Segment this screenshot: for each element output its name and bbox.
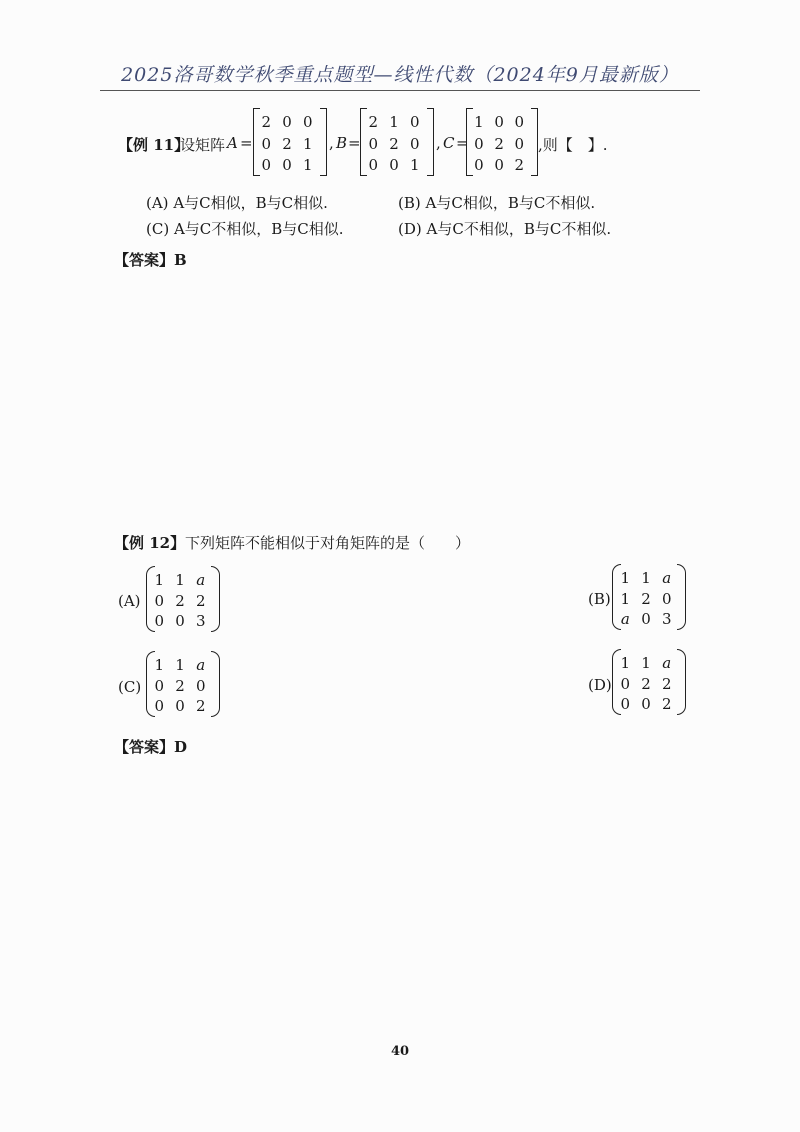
header-divider bbox=[100, 90, 700, 91]
comma: , bbox=[329, 134, 334, 152]
matrix-cell: 1 bbox=[302, 155, 313, 174]
option-b-matrix bbox=[612, 564, 686, 630]
matrix-cell: 2 bbox=[661, 674, 672, 693]
option-a-matrix bbox=[146, 566, 220, 632]
answer-label: 【答案】 bbox=[114, 251, 175, 269]
matrix-cell: 0 bbox=[195, 676, 206, 695]
matrix-cell: 0 bbox=[474, 155, 484, 174]
option-c-label: (C) bbox=[118, 678, 142, 696]
matrix-cell: 0 bbox=[154, 676, 165, 695]
matrix-cell: 1 bbox=[641, 569, 651, 588]
matrix-cell: a bbox=[662, 569, 672, 588]
example-11-tail: ,则【 】. bbox=[538, 136, 608, 154]
matrix-b bbox=[360, 108, 434, 176]
matrix-cell: 2 bbox=[389, 134, 399, 153]
matrix-cell: 1 bbox=[620, 589, 631, 608]
matrix-c-name: C bbox=[443, 134, 455, 152]
option-d bbox=[398, 218, 611, 239]
matrix-cell: 1 bbox=[474, 113, 484, 132]
comma: , bbox=[436, 134, 441, 152]
page-number: 40 bbox=[390, 1044, 410, 1059]
matrix-cell: 2 bbox=[195, 591, 206, 610]
matrix-cell: 2 bbox=[175, 591, 185, 610]
option-d-label: (D) bbox=[588, 676, 612, 694]
answer-label: 【答案】 bbox=[114, 738, 175, 756]
matrix-cell: 0 bbox=[409, 113, 420, 132]
matrix-cell: 2 bbox=[368, 113, 379, 132]
option-b bbox=[398, 192, 595, 213]
option-d-matrix bbox=[612, 649, 686, 715]
option-a-label: (A) bbox=[118, 592, 141, 610]
matrix-cell: 2 bbox=[641, 589, 651, 608]
equals-sign: = bbox=[240, 134, 253, 152]
matrix-cell: 0 bbox=[368, 134, 379, 153]
matrix-cell: 2 bbox=[494, 134, 504, 153]
matrix-cell: 1 bbox=[175, 656, 185, 675]
matrix-cell: 0 bbox=[302, 113, 313, 132]
matrix-cell: 0 bbox=[154, 612, 165, 631]
matrix-cell: a bbox=[196, 656, 206, 675]
option-b-label: (B) bbox=[398, 194, 421, 212]
matrix-cell: 3 bbox=[661, 610, 672, 629]
matrix-cell: 2 bbox=[261, 113, 272, 132]
matrix-cell: 1 bbox=[154, 571, 165, 590]
matrix-cell: a bbox=[620, 610, 630, 629]
matrix-c bbox=[466, 108, 538, 176]
matrix-cell: 2 bbox=[641, 674, 651, 693]
matrix-cell: 1 bbox=[641, 654, 651, 673]
answer-value: B bbox=[174, 251, 187, 269]
matrix-a bbox=[253, 108, 327, 176]
example-11-label: 【例 11】 bbox=[118, 136, 190, 154]
matrix-cell: 0 bbox=[175, 612, 185, 631]
matrix-cell: 1 bbox=[154, 656, 165, 675]
matrix-cell: 2 bbox=[175, 676, 185, 695]
option-a-label: (A) bbox=[146, 194, 169, 212]
matrix-cell: 0 bbox=[261, 134, 272, 153]
matrix-cell: a bbox=[196, 571, 206, 590]
option-b-text: A与C相似，B与C不相似. bbox=[425, 194, 596, 212]
matrix-cell: 0 bbox=[620, 674, 631, 693]
matrix-cell: 0 bbox=[514, 134, 525, 153]
matrix-cell: a bbox=[662, 654, 672, 673]
option-b-label: (B) bbox=[588, 590, 611, 608]
matrix-cell: 0 bbox=[641, 695, 651, 714]
matrix-cell: 0 bbox=[261, 155, 272, 174]
answer-value: D bbox=[174, 738, 188, 756]
matrix-cell: 0 bbox=[154, 697, 165, 716]
option-c-label: (C) bbox=[146, 220, 170, 238]
matrix-cell: 1 bbox=[620, 654, 631, 673]
equals-sign: = bbox=[456, 134, 469, 152]
option-c-matrix bbox=[146, 651, 220, 717]
option-c bbox=[146, 218, 344, 239]
matrix-cell: 1 bbox=[620, 569, 631, 588]
matrix-cell: 0 bbox=[641, 610, 651, 629]
matrix-cell: 0 bbox=[409, 134, 420, 153]
option-d-label: (D) bbox=[398, 220, 422, 238]
option-d-text: A与C不相似，B与C不相似. bbox=[426, 220, 612, 238]
matrix-cell: 0 bbox=[620, 695, 631, 714]
matrix-cell: 0 bbox=[282, 155, 292, 174]
option-a-text: A与C相似，B与C相似. bbox=[173, 194, 328, 212]
answer-11 bbox=[114, 249, 187, 270]
answer-12 bbox=[114, 736, 187, 757]
matrix-cell: 2 bbox=[514, 155, 525, 174]
option-c-text: A与C不相似，B与C相似. bbox=[173, 220, 344, 238]
example-12-prompt: 下列矩阵不能相似于对角矩阵的是（ ） bbox=[185, 534, 471, 552]
matrix-cell: 1 bbox=[175, 571, 185, 590]
matrix-cell: 2 bbox=[195, 697, 206, 716]
matrix-cell: 0 bbox=[282, 113, 292, 132]
matrix-cell: 0 bbox=[514, 113, 525, 132]
matrix-a-name: A bbox=[227, 134, 238, 152]
matrix-cell: 0 bbox=[154, 591, 165, 610]
matrix-cell: 1 bbox=[409, 155, 420, 174]
matrix-b-name: B bbox=[336, 134, 348, 152]
example-11-prompt: 设矩阵 bbox=[180, 136, 226, 154]
matrix-cell: 3 bbox=[195, 612, 206, 631]
matrix-cell: 0 bbox=[494, 155, 504, 174]
matrix-cell: 0 bbox=[661, 589, 672, 608]
matrix-cell: 2 bbox=[282, 134, 292, 153]
matrix-cell: 2 bbox=[661, 695, 672, 714]
matrix-cell: 0 bbox=[175, 697, 185, 716]
matrix-cell: 0 bbox=[474, 134, 484, 153]
matrix-cell: 1 bbox=[389, 113, 399, 132]
equals-sign: = bbox=[348, 134, 361, 152]
matrix-cell: 1 bbox=[302, 134, 313, 153]
matrix-cell: 0 bbox=[389, 155, 399, 174]
matrix-cell: 0 bbox=[494, 113, 504, 132]
option-a bbox=[146, 192, 328, 213]
page-header-title: 2025洛哥数学秋季重点题型—线性代数（2024年9月最新版） bbox=[121, 64, 679, 86]
example-12-label: 【例 12】 bbox=[114, 534, 186, 552]
matrix-cell: 0 bbox=[368, 155, 379, 174]
